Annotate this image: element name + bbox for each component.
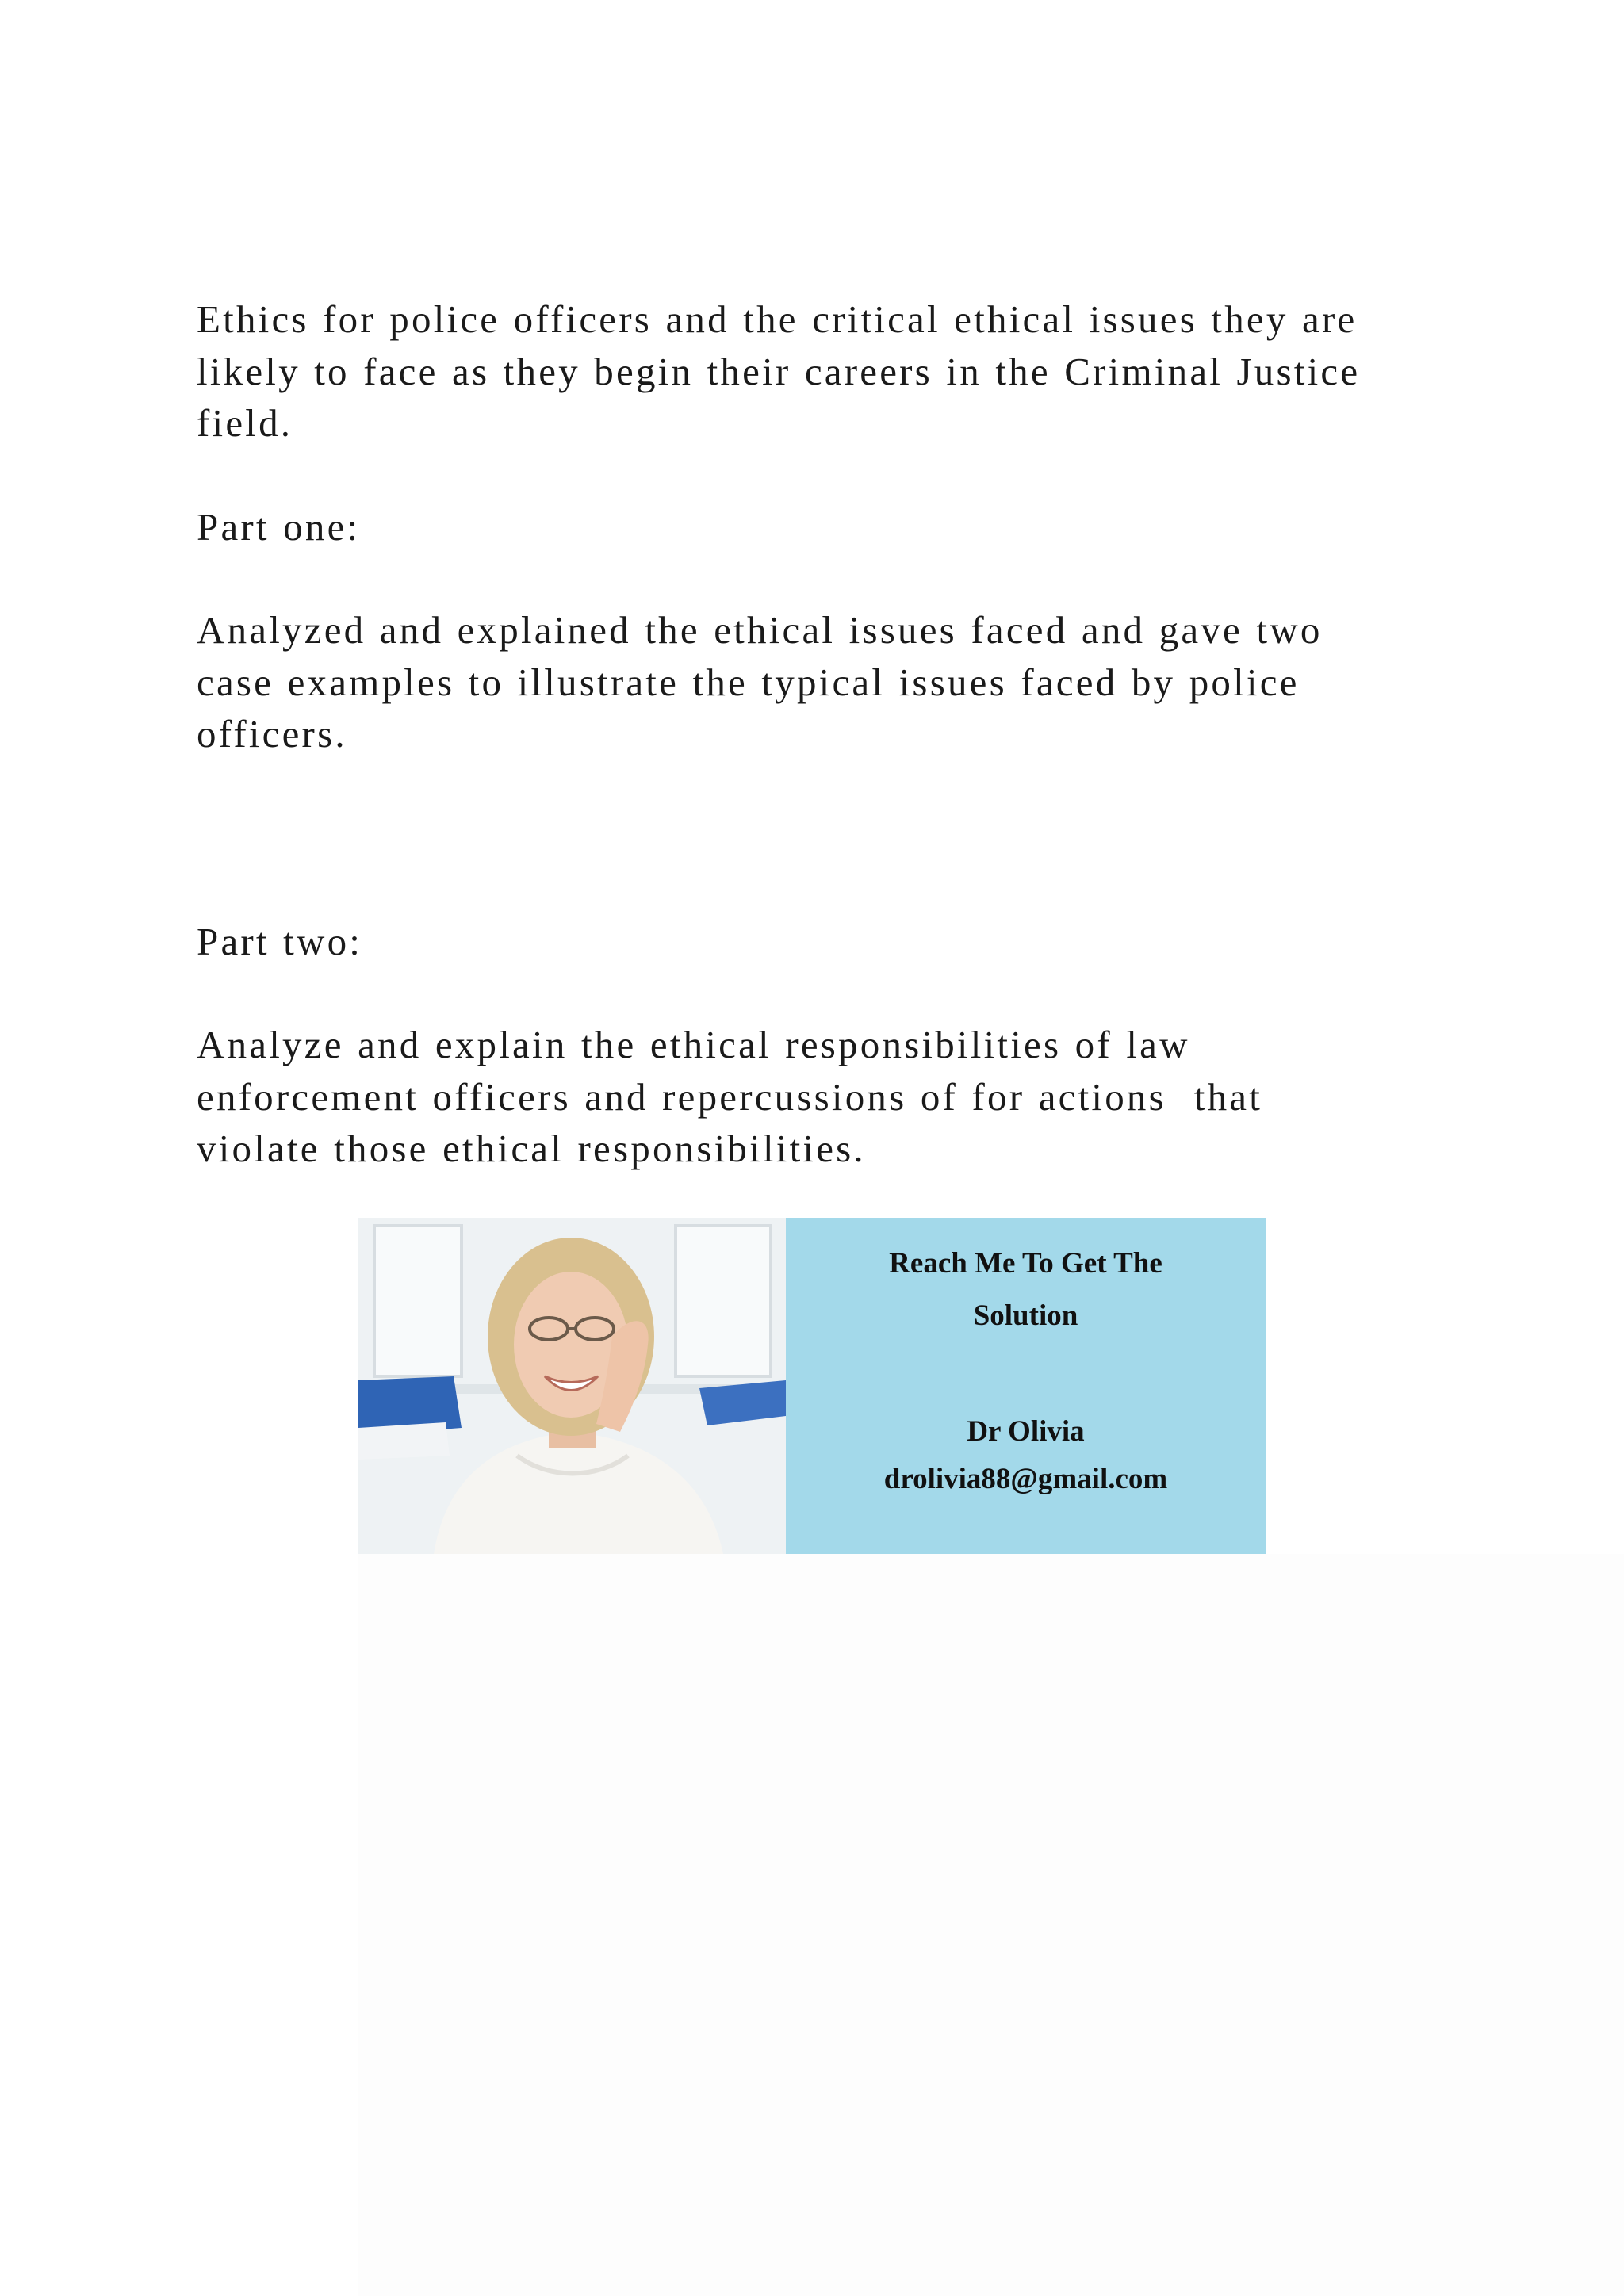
paragraph-spacer — [197, 967, 1465, 1019]
contact-info-panel — [786, 1218, 1266, 1554]
intro-line: field. — [197, 401, 293, 445]
part-one-heading: Part one: — [197, 504, 361, 549]
paragraph-spacer — [197, 760, 1465, 916]
part-two-heading: Part two: — [197, 919, 363, 963]
contact-name: Dr Olivia — [967, 1415, 1085, 1448]
woman-photo — [358, 1218, 786, 1554]
part-two-line: Analyze and explain the ethical responsibilities of law — [197, 1023, 1190, 1066]
contact-banner — [358, 1218, 1266, 1554]
intro-line: Ethics for police officers and the critical ethical issues they are — [197, 297, 1358, 341]
part-one-line: Analyzed and explained the ethical issues faced and gave two — [197, 608, 1323, 652]
paragraph-spacer — [197, 553, 1465, 604]
photo-illustration — [358, 1218, 786, 1554]
blank-area — [358, 1554, 1624, 2296]
banner-headline: Reach Me To Get The — [889, 1247, 1162, 1280]
intro-line: likely to face as they begin their careers in the Criminal Justice — [197, 349, 1361, 393]
paragraph-spacer — [197, 450, 1465, 501]
contact-email: drolivia88@gmail.com — [883, 1463, 1168, 1495]
document-body — [197, 293, 1465, 1175]
part-two-line: enforcement officers and repercussions of for actions that — [197, 1074, 1263, 1119]
banner-headline: Solution — [973, 1299, 1078, 1332]
part-one-line: case examples to illustrate the typical issues faced by police — [197, 660, 1300, 704]
part-one-line: officers. — [197, 712, 347, 756]
part-two-line: violate those ethical responsibilities. — [197, 1127, 866, 1170]
